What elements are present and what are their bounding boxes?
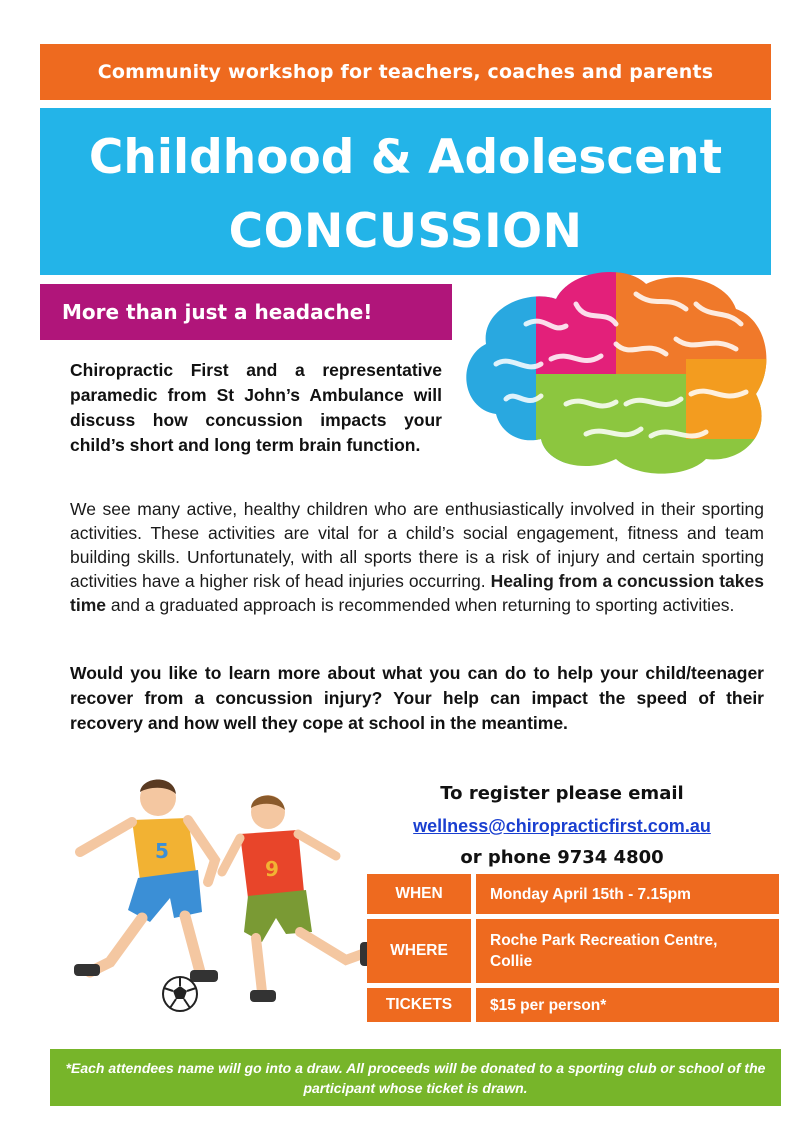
tickets-value: $15 per person* (476, 988, 779, 1022)
details-row-tickets (367, 988, 779, 1022)
where-value (476, 919, 779, 983)
when-label: WHEN (367, 874, 471, 914)
tickets-label: TICKETS (367, 988, 471, 1022)
brain-icon (456, 264, 776, 478)
footer-text: *Each attendees name will go into a draw. All proceeds will be donated to a sporting club or school of the participant whose ticket is drawn. (65, 1059, 766, 1096)
page-title: Childhood & Adolescent (88, 130, 723, 185)
banner-text: Community workshop for teachers, coaches and parents (97, 61, 714, 83)
details-row-when (367, 874, 779, 914)
register-phone: or phone 9734 4800 (460, 847, 664, 868)
event-details-table (367, 874, 779, 1027)
footer-note (50, 1049, 781, 1106)
question-paragraph: Would you like to learn more about what you can do to help your child/teenager recover from a concussion injury? Your help can impact the speed of their recovery and how well they cope at school in the meantime. (70, 663, 764, 733)
register-block (372, 780, 752, 872)
player-five (74, 780, 218, 983)
jersey-number-nine: 9 (265, 857, 279, 881)
body-emphasis: Healing from a concussion takes time (70, 571, 764, 615)
where-value-line1: Roche Park Recreation Centre, (490, 932, 718, 949)
jersey-number-five: 5 (155, 839, 169, 863)
body-text-part1: We see many active, healthy children who are enthusiastically involved in their sporting activities. These activities are vital for a child’s social engagement, fitness and team building skills. Unfortunately, with all sports there is a risk of injury and certain sporting activities have a higher risk of head injuries occurring. (70, 499, 764, 591)
tagline-banner (40, 284, 452, 340)
title-panel (40, 108, 771, 275)
body-paragraph (70, 497, 764, 617)
player-nine (222, 795, 374, 1002)
intro-paragraph: Chiropractic First and a representative paramedic from St John’s Ambulance will discuss how concussion impacts your child’s short and long term brain function. (70, 360, 442, 455)
kids-playing-soccer-icon (50, 772, 380, 1022)
details-row-where (367, 919, 779, 983)
soccer-ball-icon (163, 977, 197, 1011)
page-title-concussion: CONCUSSION (228, 204, 583, 259)
register-heading: To register please email (440, 783, 684, 804)
top-banner (40, 44, 771, 100)
where-label: WHERE (367, 919, 471, 983)
tagline-text: More than just a headache! (62, 300, 373, 324)
when-value: Monday April 15th - 7.15pm (476, 874, 779, 914)
register-email-link[interactable]: wellness@chiropracticfirst.com.au (413, 816, 711, 836)
body-text-part2: and a graduated approach is recommended when returning to sporting activities. (105, 595, 735, 615)
where-value-line2: Collie (490, 953, 533, 970)
